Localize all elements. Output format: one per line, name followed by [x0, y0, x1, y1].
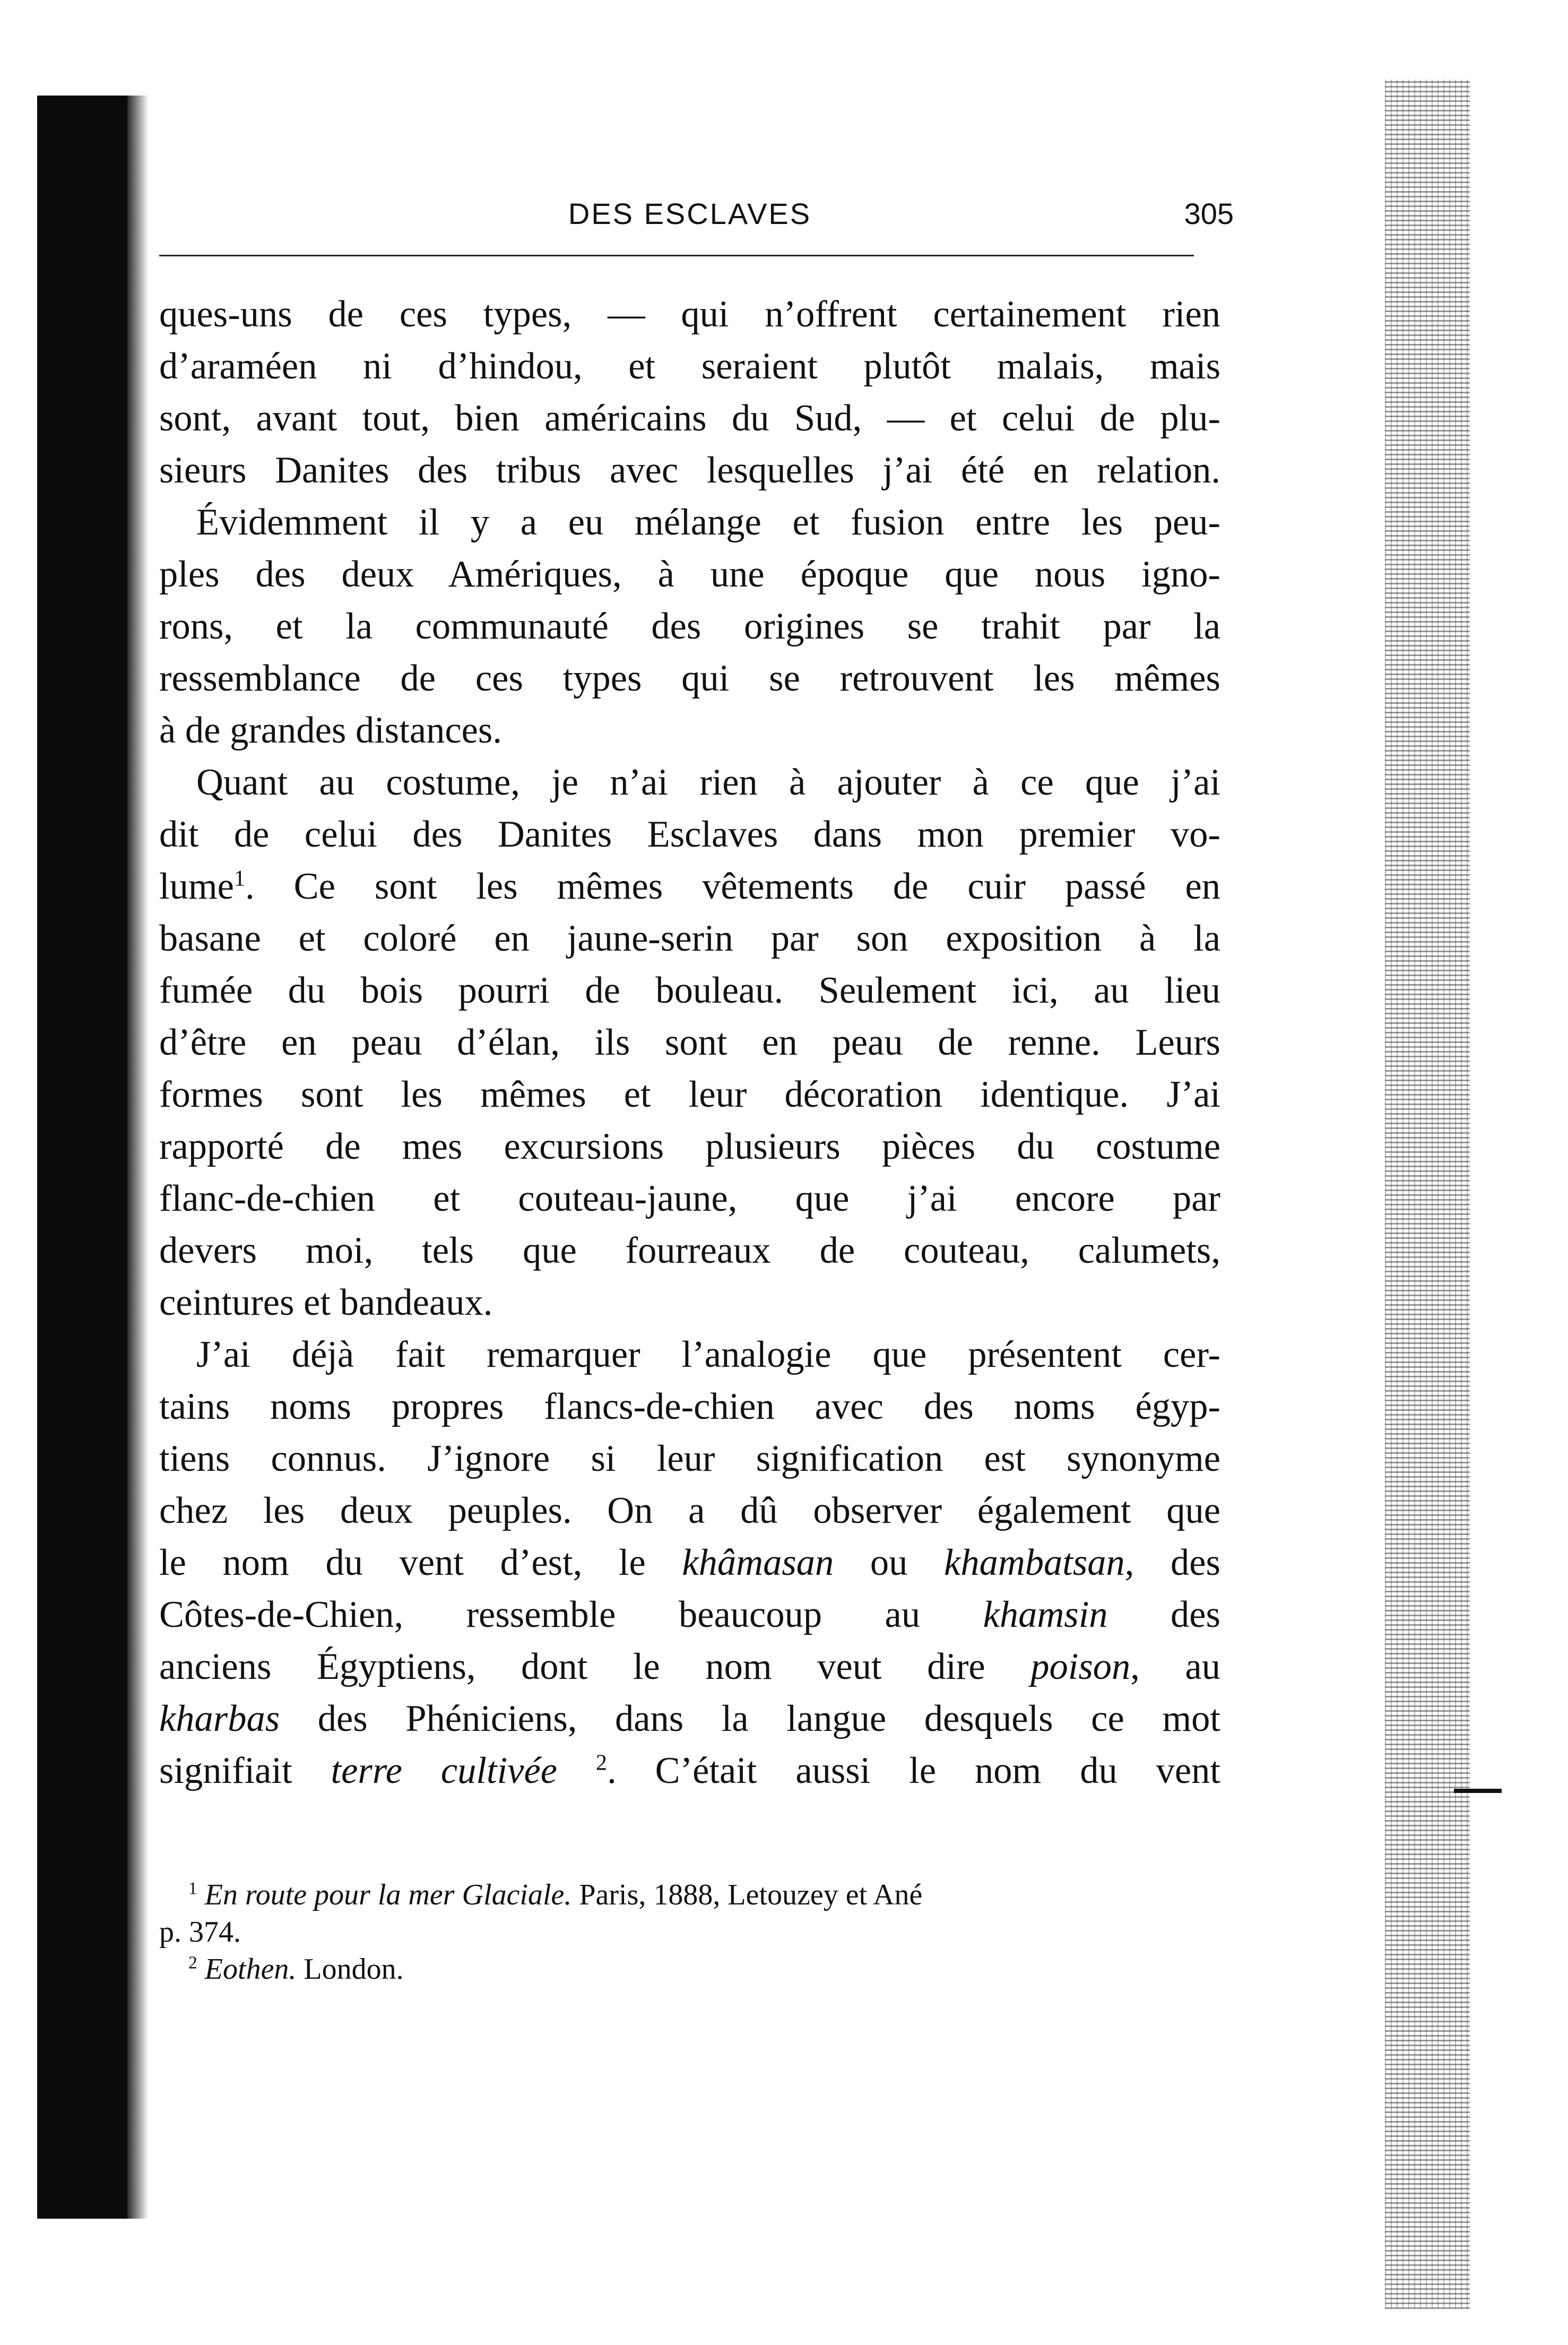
italic-term: khamsin — [983, 1594, 1108, 1635]
footnotes — [159, 1876, 1220, 1988]
header-rule — [159, 255, 1194, 256]
text-fragment: , des — [1124, 1542, 1220, 1583]
text-line: ceintures et bandeaux. — [159, 1282, 493, 1323]
text-fragment: Côtes-de-Chien, ressemble beaucoup au — [159, 1594, 983, 1635]
text-line: ples des deux Amériques, à une époque que nous igno- — [159, 554, 1220, 595]
page-number: 305 — [1184, 197, 1234, 230]
footnote-2 — [159, 1951, 1220, 1988]
text-line: rapporté de mes excursions plusieurs pièces du costume — [159, 1126, 1220, 1167]
footnote-mark: 1 — [233, 866, 246, 891]
text-line: ressemblance de ces types qui se retrouvent les mêmes — [159, 658, 1220, 699]
text-line — [159, 1693, 1220, 1745]
text-fragment: . Ce sont les mêmes vêtements de cuir passé en — [245, 866, 1220, 907]
text-fragment: . C’était aussi le nom du vent — [607, 1750, 1220, 1791]
text-line — [159, 1537, 1220, 1589]
text-line: dit de celui des Danites Esclaves dans mon premier vo- — [159, 814, 1220, 855]
text-fragment: signifiait — [159, 1750, 331, 1791]
footnote-title: En route pour la mer Glaciale. — [204, 1878, 572, 1911]
text-line — [159, 1745, 1220, 1797]
italic-term: terre cultivée — [331, 1750, 558, 1791]
text-line: tains noms propres flancs-de-chien avec des noms égyp- — [159, 1386, 1220, 1427]
italic-term: poison — [1030, 1646, 1131, 1687]
page-edge-noise — [1385, 80, 1470, 2309]
text-fragment: , au — [1130, 1646, 1220, 1687]
text-fragment: le nom du vent d’est, le — [159, 1542, 682, 1583]
text-line: d’être en peau d’élan, ils sont en peau de renne. Leurs — [159, 1022, 1220, 1063]
text-line: sont, avant tout, bien américains du Sud, — et celui de plu- — [159, 398, 1220, 439]
text-line: chez les deux peuples. On a dû observer également que — [159, 1490, 1220, 1531]
text-fragment: des — [1107, 1594, 1220, 1635]
body-text — [159, 288, 1220, 1797]
text-fragment: des Phéniciens, dans la langue desquels ce mot — [280, 1698, 1220, 1739]
text-line: formes sont les mêmes et leur décoration identique. J’ai — [159, 1074, 1220, 1115]
text-line: ques-uns de ces types, — qui n’offrent certainement rien — [159, 294, 1220, 335]
text-line: flanc-de-chien et couteau-jaune, que j’ai encore par — [159, 1178, 1220, 1219]
text-line: Évidemment il y a eu mélange et fusion entre les peu- — [196, 502, 1220, 543]
book-spine-fade — [127, 96, 149, 2219]
text-line: J’ai déjà fait remarquer l’analogie que présentent cer- — [196, 1334, 1220, 1375]
text-line: fumée du bois pourri de bouleau. Seulement ici, au lieu — [159, 970, 1220, 1011]
footnote-1-continuation: p. 374. — [159, 1916, 241, 1949]
text-line: sieurs Danites des tribus avec lesquelles j’ai été en relation. — [159, 450, 1220, 491]
text-line: Quant au costume, je n’ai rien à ajouter à ce que j’ai — [196, 762, 1220, 803]
text-line: tiens connus. J’ignore si leur signification est synonyme — [159, 1438, 1220, 1479]
text-fragment: ou — [834, 1542, 945, 1583]
running-head — [159, 196, 1234, 255]
paragraph-3 — [159, 756, 1220, 1329]
footnote-1 — [159, 1876, 1220, 1913]
footnote-number: 1 — [188, 1878, 197, 1899]
footnote-text: London. — [296, 1953, 404, 1986]
text-line — [159, 860, 1220, 912]
text-line: rons, et la communauté des origines se trahit par la — [159, 606, 1220, 647]
footnote-mark: 2 — [595, 1750, 608, 1775]
paragraph-4 — [159, 1329, 1220, 1797]
book-page — [159, 196, 1234, 1988]
footnote-number: 2 — [188, 1953, 197, 1973]
text-fragment: anciens Égyptiens, dont le nom veut dire — [159, 1646, 1031, 1687]
footnote-text: Paris, 1888, Letouzey et Ané — [571, 1878, 923, 1911]
text-fragment: lume — [159, 866, 234, 907]
paragraph-1 — [159, 288, 1220, 496]
text-line: devers moi, tels que fourreaux de couteau, calumets, — [159, 1230, 1220, 1271]
page-edge-mark — [1454, 1789, 1502, 1793]
text-line — [159, 1589, 1220, 1641]
text-line: basane et coloré en jaune-serin par son exposition à la — [159, 918, 1220, 959]
running-title: DES ESCLAVES — [568, 197, 812, 230]
text-line: à de grandes distances. — [159, 710, 502, 751]
paragraph-2 — [159, 496, 1220, 756]
italic-term: kharbas — [159, 1698, 280, 1739]
text-line — [159, 1641, 1220, 1693]
italic-term: khambatsan — [944, 1542, 1125, 1583]
italic-term: khâmasan — [682, 1542, 834, 1583]
text-line: d’araméen ni d’hindou, et seraient plutôt malais, mais — [159, 346, 1220, 387]
book-spine-shadow — [37, 96, 138, 2219]
footnote-title: Eothen. — [204, 1953, 297, 1986]
